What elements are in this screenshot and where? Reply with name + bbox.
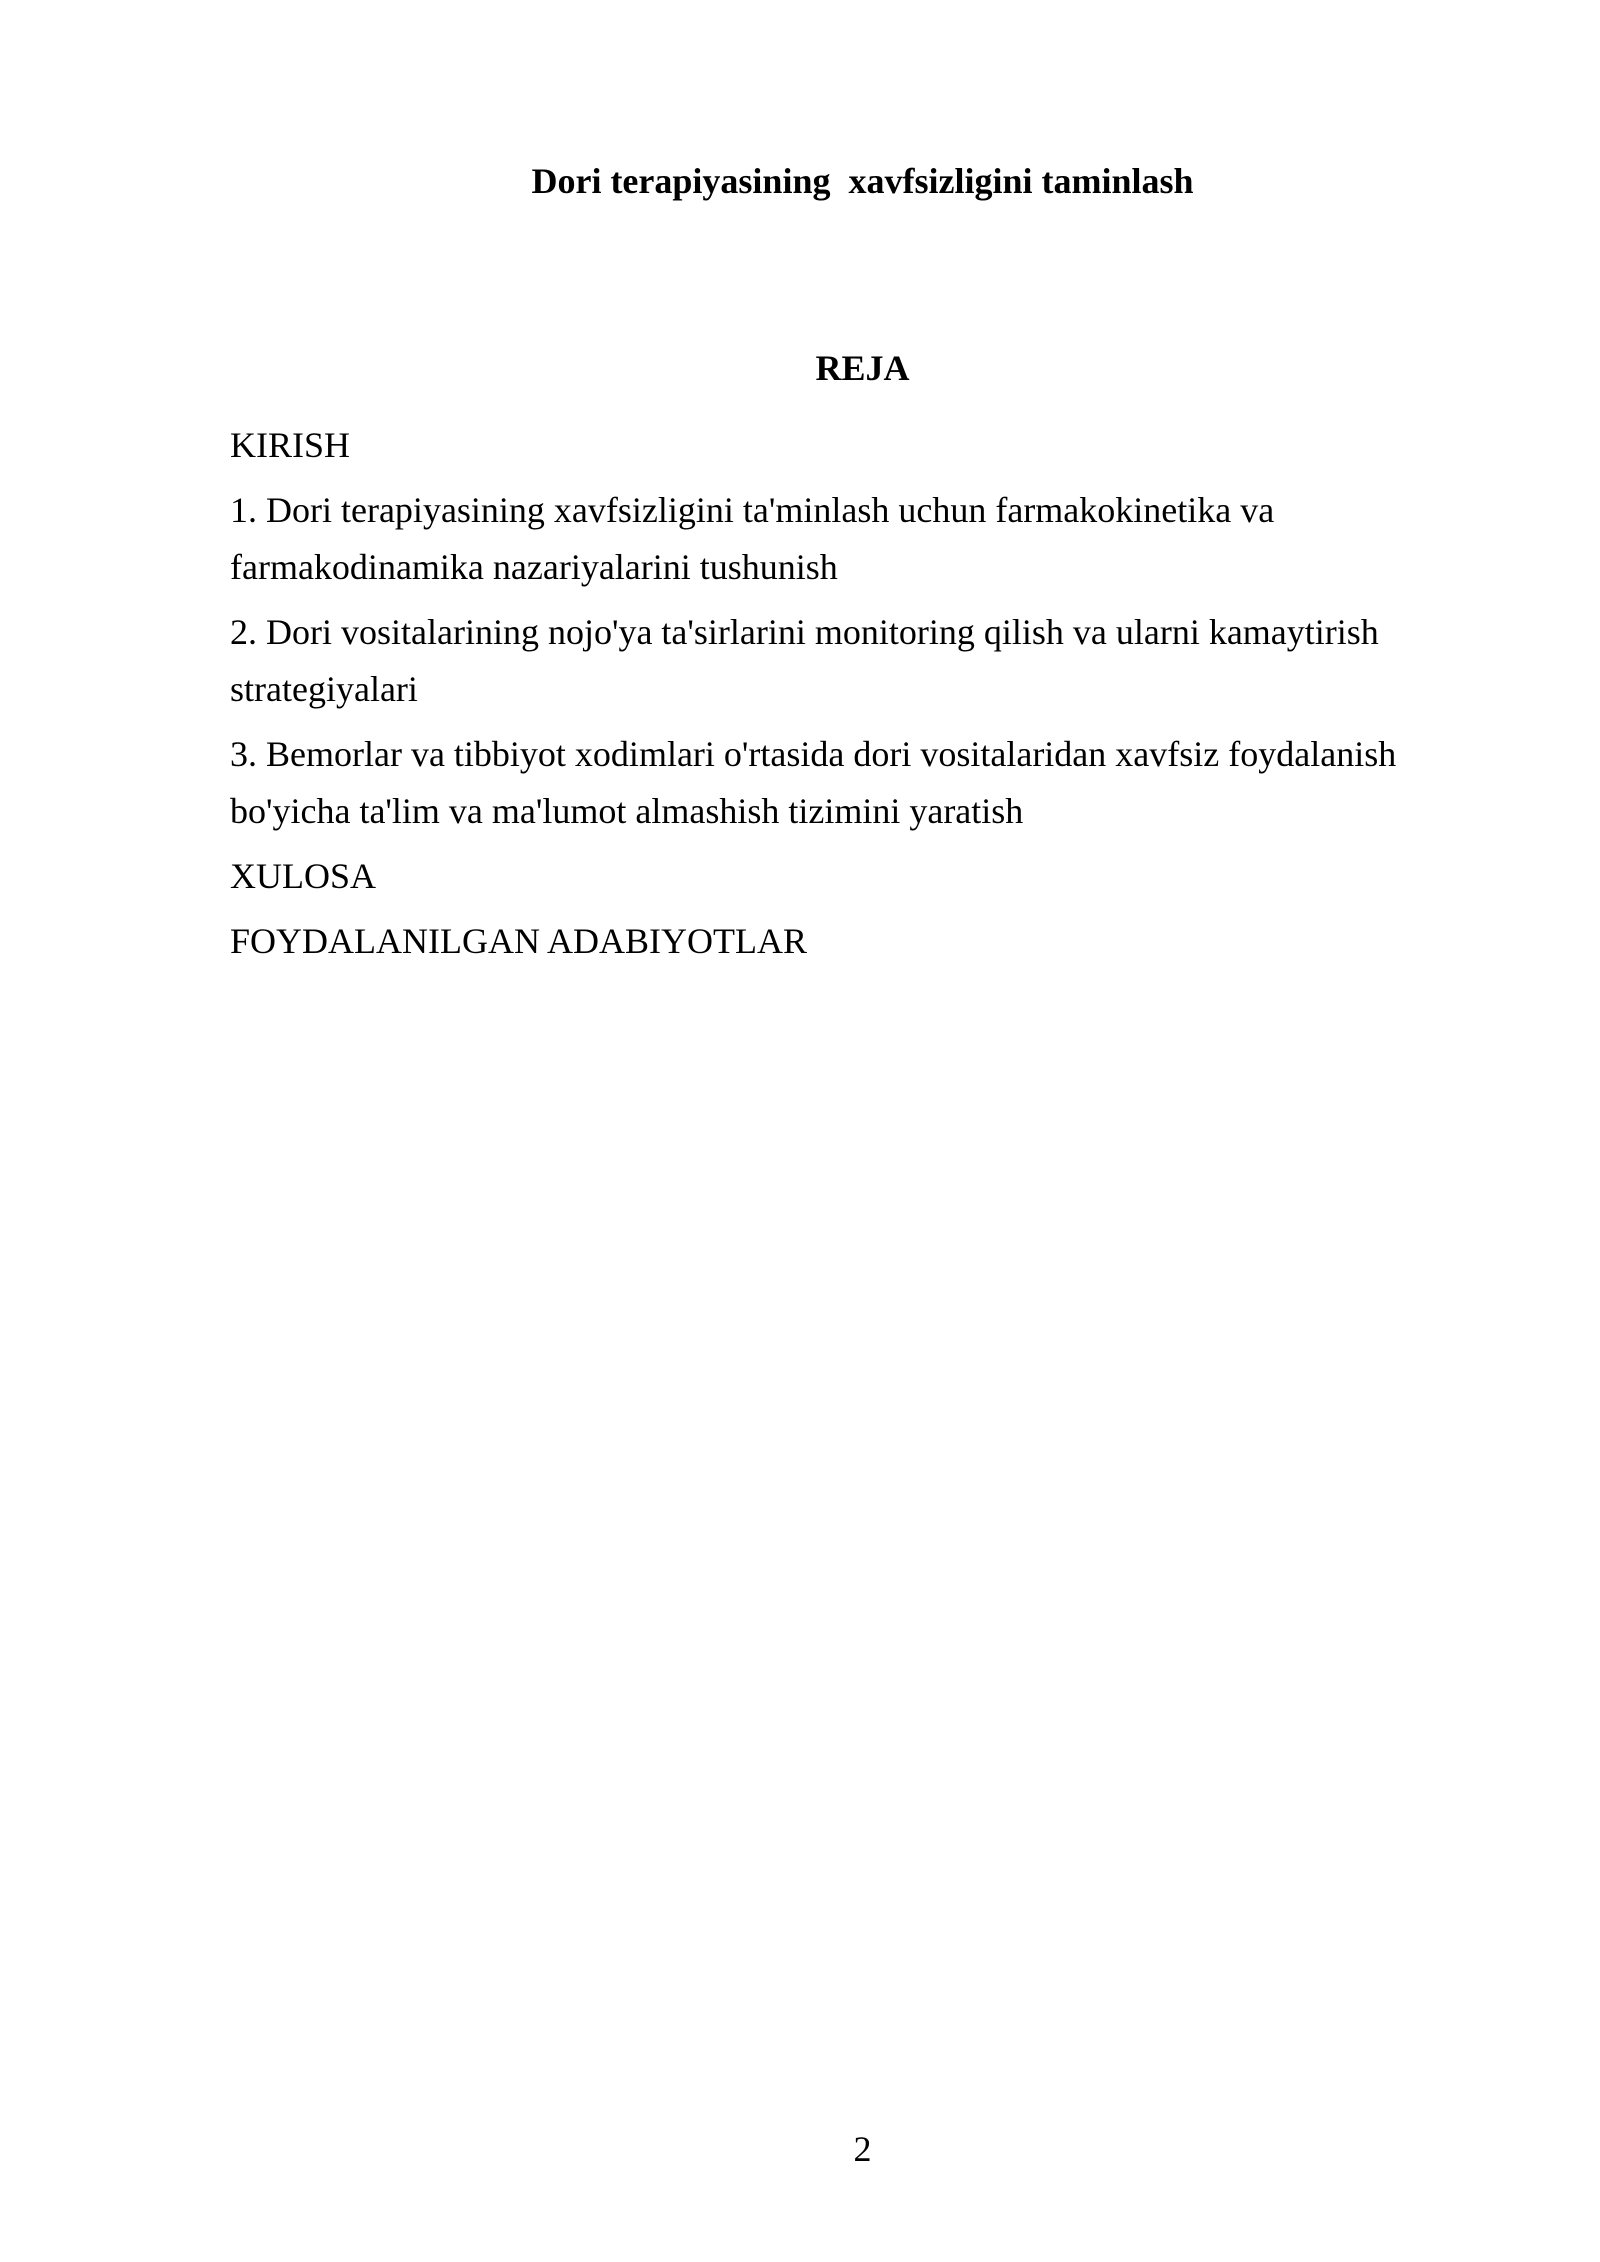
page-number: 2	[853, 2129, 872, 2169]
plan-item-introduction: KIRISH	[230, 425, 351, 465]
plan-heading: REJA	[815, 348, 910, 388]
plan-list	[230, 417, 1495, 978]
plan-item-conclusion: XULOSA	[230, 856, 377, 896]
plan-item-2: 2. Dori vositalarining nojo'ya ta'sirlarini monitoring qilish va ularni kamaytirish strategiyalari	[230, 612, 1379, 709]
plan-item-3: 3. Bemorlar va tibbiyot xodimlari o'rtasida dori vositalaridan xavfsiz foydalanish bo'yicha ta'lim va ma'lumot almashish tizimini yaratish	[230, 734, 1397, 831]
plan-item-references: FOYDALANILGAN ADABIYOTLAR	[230, 921, 807, 961]
plan-item-1: 1. Dori terapiyasining xavfsizligini ta'minlash uchun farmakokinetika va farmakodinamika nazariyalarini tushunish	[230, 490, 1275, 587]
document-title: Dori terapiyasining xavfsizligini taminlash	[531, 161, 1194, 201]
